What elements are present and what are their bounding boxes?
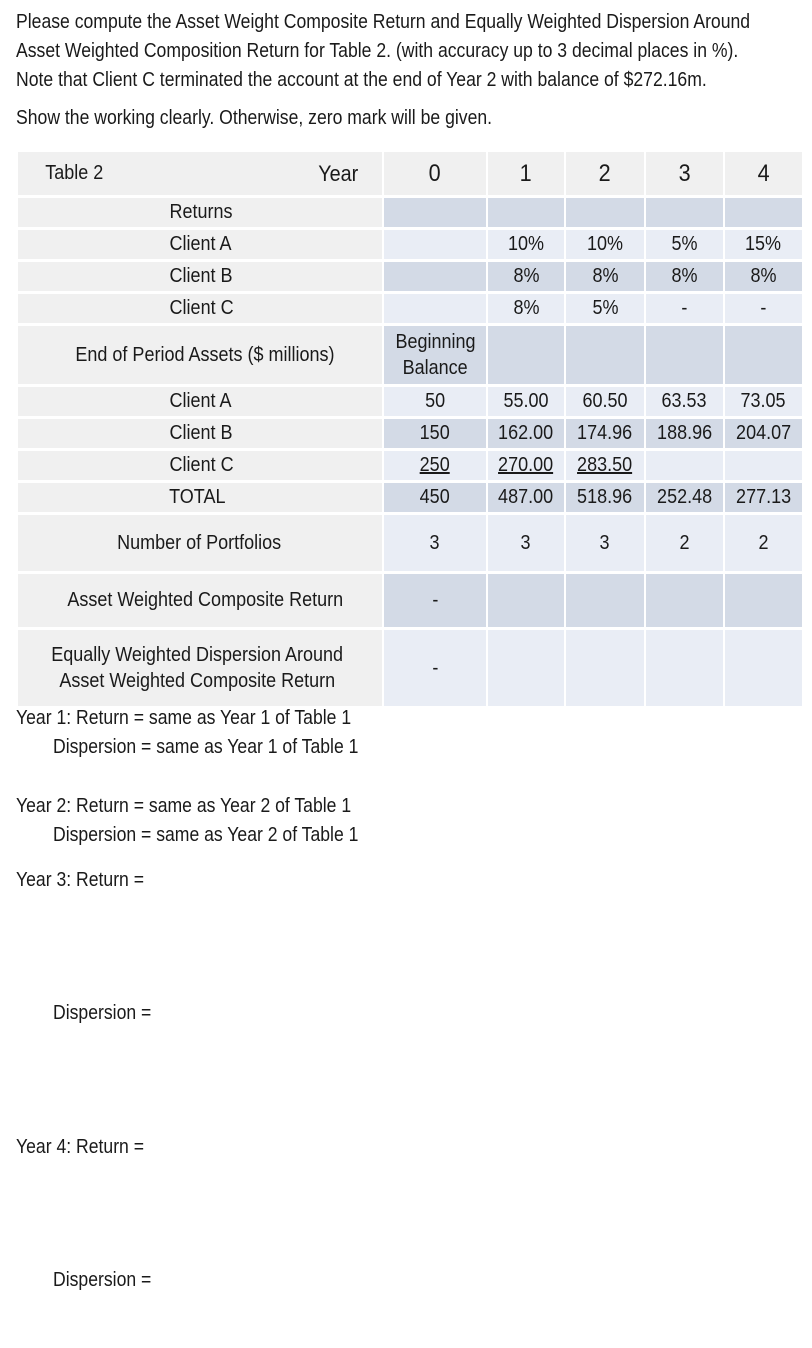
table-cell	[566, 574, 644, 627]
returns-cell-1	[488, 198, 564, 227]
table-cell	[384, 294, 486, 323]
table-cell: 283.50	[566, 451, 644, 480]
table-cell	[646, 451, 723, 480]
returns-cell-0	[384, 198, 486, 227]
question-line-2: Asset Weighted Composition Return for Table 2. (with accuracy up to 3 decimal places in %).	[16, 40, 739, 62]
table-cell: 3	[384, 515, 486, 571]
table-cell	[725, 630, 802, 706]
table-cell: 487.00	[488, 483, 564, 512]
table-cell: 450	[384, 483, 486, 512]
year-3-dispersion: Dispersion =	[53, 1002, 152, 1024]
returns-label: Returns	[18, 198, 382, 227]
table-cell	[646, 630, 723, 706]
table-cell	[384, 262, 486, 291]
table-cell	[488, 326, 564, 384]
table-cell: 252.48	[646, 483, 723, 512]
returns-cell-4	[725, 198, 802, 227]
year-1-dispersion: Dispersion = same as Year 1 of Table 1	[53, 736, 359, 758]
year-3-return: Year 3: Return =	[16, 869, 145, 891]
table-cell: 518.96	[566, 483, 644, 512]
table-cell: -	[646, 294, 723, 323]
table-cell	[725, 326, 802, 384]
year-1-return: Year 1: Return = same as Year 1 of Table 1	[16, 707, 352, 729]
table-cell: 250	[384, 451, 486, 480]
table-cell: 2	[646, 515, 723, 571]
table-cell: 270.00	[488, 451, 564, 480]
table-cell: 55.00	[488, 387, 564, 416]
beginning-balance-label: Beginning Balance	[384, 326, 486, 384]
table-cell: 204.07	[725, 419, 802, 448]
table-cell	[566, 326, 644, 384]
table-cell	[646, 326, 723, 384]
question-line-1: Please compute the Asset Weight Composite Return and Equally Weighted Dispersion Around	[16, 11, 751, 33]
table-cell	[725, 451, 802, 480]
table-cell: 73.05	[725, 387, 802, 416]
table-cell: 162.00	[488, 419, 564, 448]
assets-client-a-label: Client A	[18, 387, 382, 416]
table-cell	[384, 230, 486, 259]
table-cell: -	[384, 574, 486, 627]
table-2	[18, 152, 802, 706]
table-cell: -	[725, 294, 802, 323]
table-cell: 63.53	[646, 387, 723, 416]
instruction-text: Show the working clearly. Otherwise, zero mark will be given.	[16, 107, 493, 129]
year-header-2: 2	[566, 152, 644, 195]
table-cell: 2	[725, 515, 802, 571]
table-cell: 15%	[725, 230, 802, 259]
table-cell: 60.50	[566, 387, 644, 416]
table-cell: 3	[566, 515, 644, 571]
year-4-return: Year 4: Return =	[16, 1136, 145, 1158]
table-cell: 50	[384, 387, 486, 416]
table-cell: 277.13	[725, 483, 802, 512]
year-header-1: 1	[488, 152, 564, 195]
table-cell: 188.96	[646, 419, 723, 448]
returns-client-c-label: Client C	[18, 294, 382, 323]
table-cell	[488, 630, 564, 706]
dispersion-label: Equally Weighted Dispersion Around Asset Weighted Composite Return	[18, 630, 382, 706]
table-cell: 5%	[566, 294, 644, 323]
table-cell: 10%	[566, 230, 644, 259]
returns-client-a-label: Client A	[18, 230, 382, 259]
portfolios-label: Number of Portfolios	[18, 515, 382, 571]
awcr-label: Asset Weighted Composite Return	[18, 574, 382, 627]
table-title: Table 2	[18, 152, 382, 195]
assets-label: End of Period Assets ($ millions)	[18, 326, 382, 384]
table-cell: 8%	[725, 262, 802, 291]
returns-cell-2	[566, 198, 644, 227]
table-cell	[725, 574, 802, 627]
assets-total-label: TOTAL	[18, 483, 382, 512]
table-cell: 3	[488, 515, 564, 571]
table-cell: 8%	[646, 262, 723, 291]
question-line-3: Note that Client C terminated the account at the end of Year 2 with balance of $272.16m.	[16, 69, 707, 91]
table-cell: 174.96	[566, 419, 644, 448]
table-cell	[488, 574, 564, 627]
year-2-return: Year 2: Return = same as Year 2 of Table 1	[16, 795, 352, 817]
table-cell: -	[384, 630, 486, 706]
returns-cell-3	[646, 198, 723, 227]
table-cell: 8%	[566, 262, 644, 291]
year-2-dispersion: Dispersion = same as Year 2 of Table 1	[53, 824, 359, 846]
table-cell	[646, 574, 723, 627]
returns-client-b-label: Client B	[18, 262, 382, 291]
table-cell: 10%	[488, 230, 564, 259]
table-cell: 150	[384, 419, 486, 448]
question-text	[16, 8, 812, 95]
assets-client-b-label: Client B	[18, 419, 382, 448]
year-4-dispersion: Dispersion =	[53, 1269, 152, 1291]
table-cell	[566, 630, 644, 706]
year-label: Year	[317, 160, 358, 186]
year-header-3: 3	[646, 152, 723, 195]
table-cell: 8%	[488, 294, 564, 323]
table-cell: 5%	[646, 230, 723, 259]
table-cell: 8%	[488, 262, 564, 291]
year-header-4: 4	[725, 152, 802, 195]
year-header-0: 0	[384, 152, 486, 195]
assets-client-c-label: Client C	[18, 451, 382, 480]
